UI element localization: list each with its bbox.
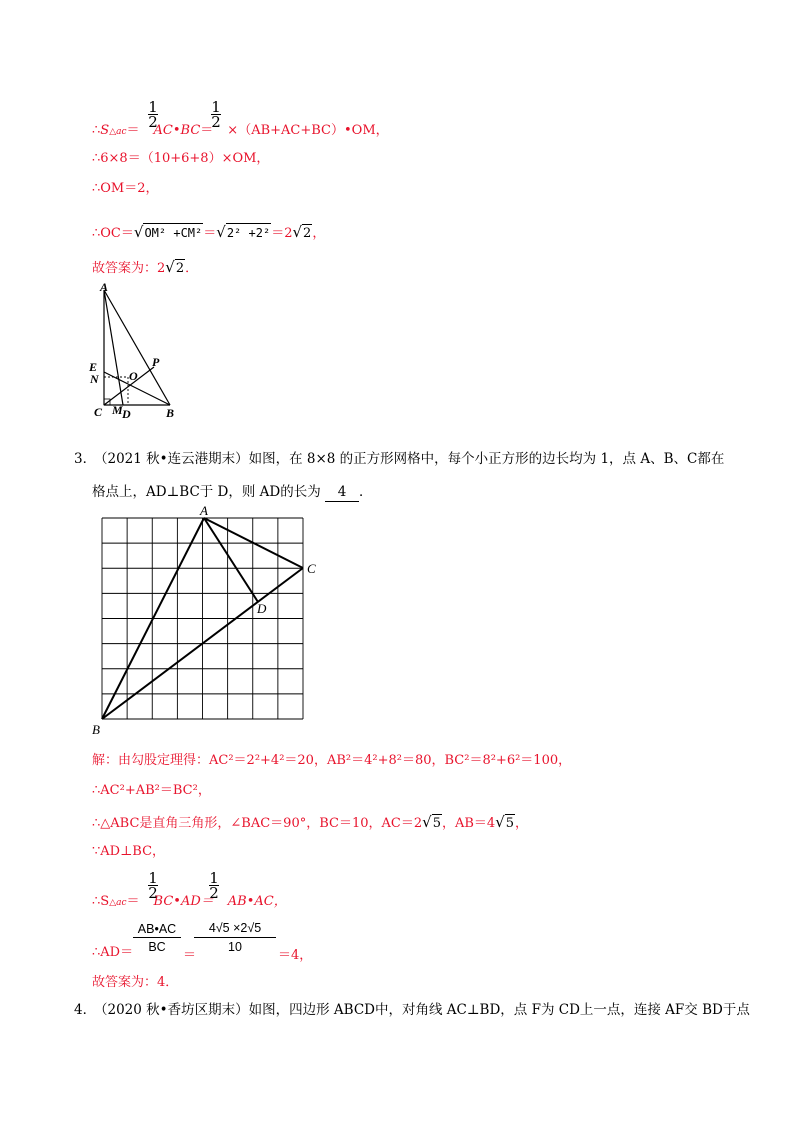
fraction-numerator: 1 [148, 98, 158, 116]
fraction-denominator: BC [148, 940, 166, 954]
solution3-line3-text: ∴△ABC是直角三角形，∠BAC＝90°，BC＝10，AC＝2 [92, 816, 423, 831]
radicand-2: 2 [303, 226, 312, 241]
solution3-line1: 解：由勾股定理得：AC²＝2²+4²＝20，AB²＝4²+8²＝80，BC²＝8²+6²＝100， [92, 753, 572, 768]
area-prefix: ∴S [92, 894, 110, 909]
ab-equals: ，AB＝4 [441, 816, 496, 831]
area-symbol: S [100, 123, 110, 138]
solution2-line1 [92, 122, 389, 141]
radicand-om-cm: OM² +CM² [143, 223, 203, 242]
answer-blank: 4 [325, 483, 359, 502]
sqrt-icon: √ [292, 223, 303, 241]
label-e: E [89, 360, 98, 374]
ad-equals: ∴AD＝ [92, 945, 134, 960]
solution2-line4 [92, 223, 325, 243]
product-ac-bc: AC•BC [153, 123, 201, 138]
radicand-5: 5 [432, 816, 441, 831]
result-4: ＝4， [278, 948, 313, 963]
sqrt-icon: √ [216, 223, 226, 241]
label-o: O [129, 369, 138, 383]
sqrt-icon: √ [495, 813, 505, 831]
fraction-product-over-10 [194, 919, 276, 956]
solution3-line2: ∴AC²+AB²＝BC²， [92, 783, 211, 798]
fraction-numerator: 4√5 ×2√5 [208, 921, 262, 935]
label-b: B [166, 406, 175, 420]
label-b: B [92, 722, 100, 737]
fraction-denominator: 2 [209, 884, 219, 902]
sqrt-icon: √ [165, 258, 175, 276]
half-fraction [148, 100, 158, 129]
solution3-answer: 故答案为：4． [92, 975, 179, 990]
equals-two: ＝2 [271, 226, 293, 241]
question3-line2 [92, 483, 373, 502]
question4-text: （2020 秋•香坊区期末）如图，四边形 ABCD中，对角线 AC⊥BD，点 F为 CD上一点，连接 AF交 BD于点 [94, 1002, 750, 1018]
period: ． [359, 484, 373, 500]
label-a: A [100, 280, 109, 294]
comma: ， [312, 226, 326, 241]
bc-ad-product: BC•AD＝ [153, 894, 214, 909]
figure-grid-triangle [92, 505, 332, 737]
ab-ac-product: AB•AC， [227, 894, 287, 909]
half-fraction [209, 871, 219, 900]
fraction-numerator: 1 [209, 869, 219, 887]
label-m: M [112, 403, 123, 417]
figure-triangle-incenter [86, 280, 186, 420]
therefore-symbol: ∴ [92, 123, 101, 138]
question3-line1: （2021 秋•连云港期末）如图，在 8×8 的正方形网格中，每个小正方形的边长均为 1，点 A、B、C都在 [94, 451, 725, 467]
question4-number: 4． [74, 1002, 97, 1018]
sqrt-icon: √ [133, 223, 144, 241]
fraction-numerator: 1 [211, 98, 221, 116]
fraction-denominator: 10 [228, 940, 242, 954]
fraction-numerator: 1 [148, 869, 158, 887]
equals-sign: ＝ [183, 948, 197, 963]
label-a: A [200, 505, 208, 518]
solution3-line5: ∴S△ac＝ BC•AD＝ AB•AC， [92, 894, 287, 909]
radicand-5: 5 [505, 816, 515, 831]
equals-sign: ＝ [203, 226, 217, 241]
fraction-ab-ac-over-bc [133, 921, 181, 956]
label-d: D [257, 601, 267, 616]
equals-sign: ＝ [126, 123, 140, 138]
solution3-line4: ∵AD⊥BC， [92, 844, 166, 859]
half-fraction [148, 871, 158, 900]
oc-equals: ∴OC＝ [92, 226, 134, 241]
solution3-line3 [92, 813, 528, 833]
label-n: N [90, 372, 99, 386]
radicand-2-2: 2² +2² [226, 223, 271, 242]
equals-sign: ＝ [200, 123, 214, 138]
question3-number: 3． [74, 451, 97, 467]
area-subscript-letters: ac [116, 127, 127, 137]
fraction-denominator: 2 [148, 884, 158, 902]
solution3-line6 [92, 944, 133, 962]
question3-line2-text: 格点上，AD⊥BC于 D，则 AD的长为 [92, 484, 321, 500]
solution2-line3: ∴OM＝2， [92, 181, 159, 196]
label-p: P [152, 355, 160, 369]
label-c: C [94, 405, 103, 419]
area-subscript: △ [109, 127, 117, 137]
label-c: C [307, 561, 316, 576]
label-d: D [122, 407, 131, 420]
grid-lines [102, 518, 303, 719]
sqrt-icon: √ [422, 813, 432, 831]
fraction-denominator: 2 [211, 113, 221, 131]
solution2-answer [92, 258, 198, 278]
period: ． [185, 261, 199, 276]
fraction-numerator: AB•AC [137, 922, 177, 936]
half-fraction [211, 100, 221, 129]
comma: ， [515, 816, 529, 831]
equals-sign: ＝ [126, 894, 140, 909]
fraction-denominator: 2 [148, 113, 158, 131]
answer-prefix: 故答案为：2 [92, 261, 166, 276]
perimeter-product: ×（AB+AC+BC）•OM， [227, 123, 389, 138]
radicand-2: 2 [175, 261, 185, 276]
solution2-line2: ∴6×8＝（10+6+8）×OM， [92, 151, 270, 166]
